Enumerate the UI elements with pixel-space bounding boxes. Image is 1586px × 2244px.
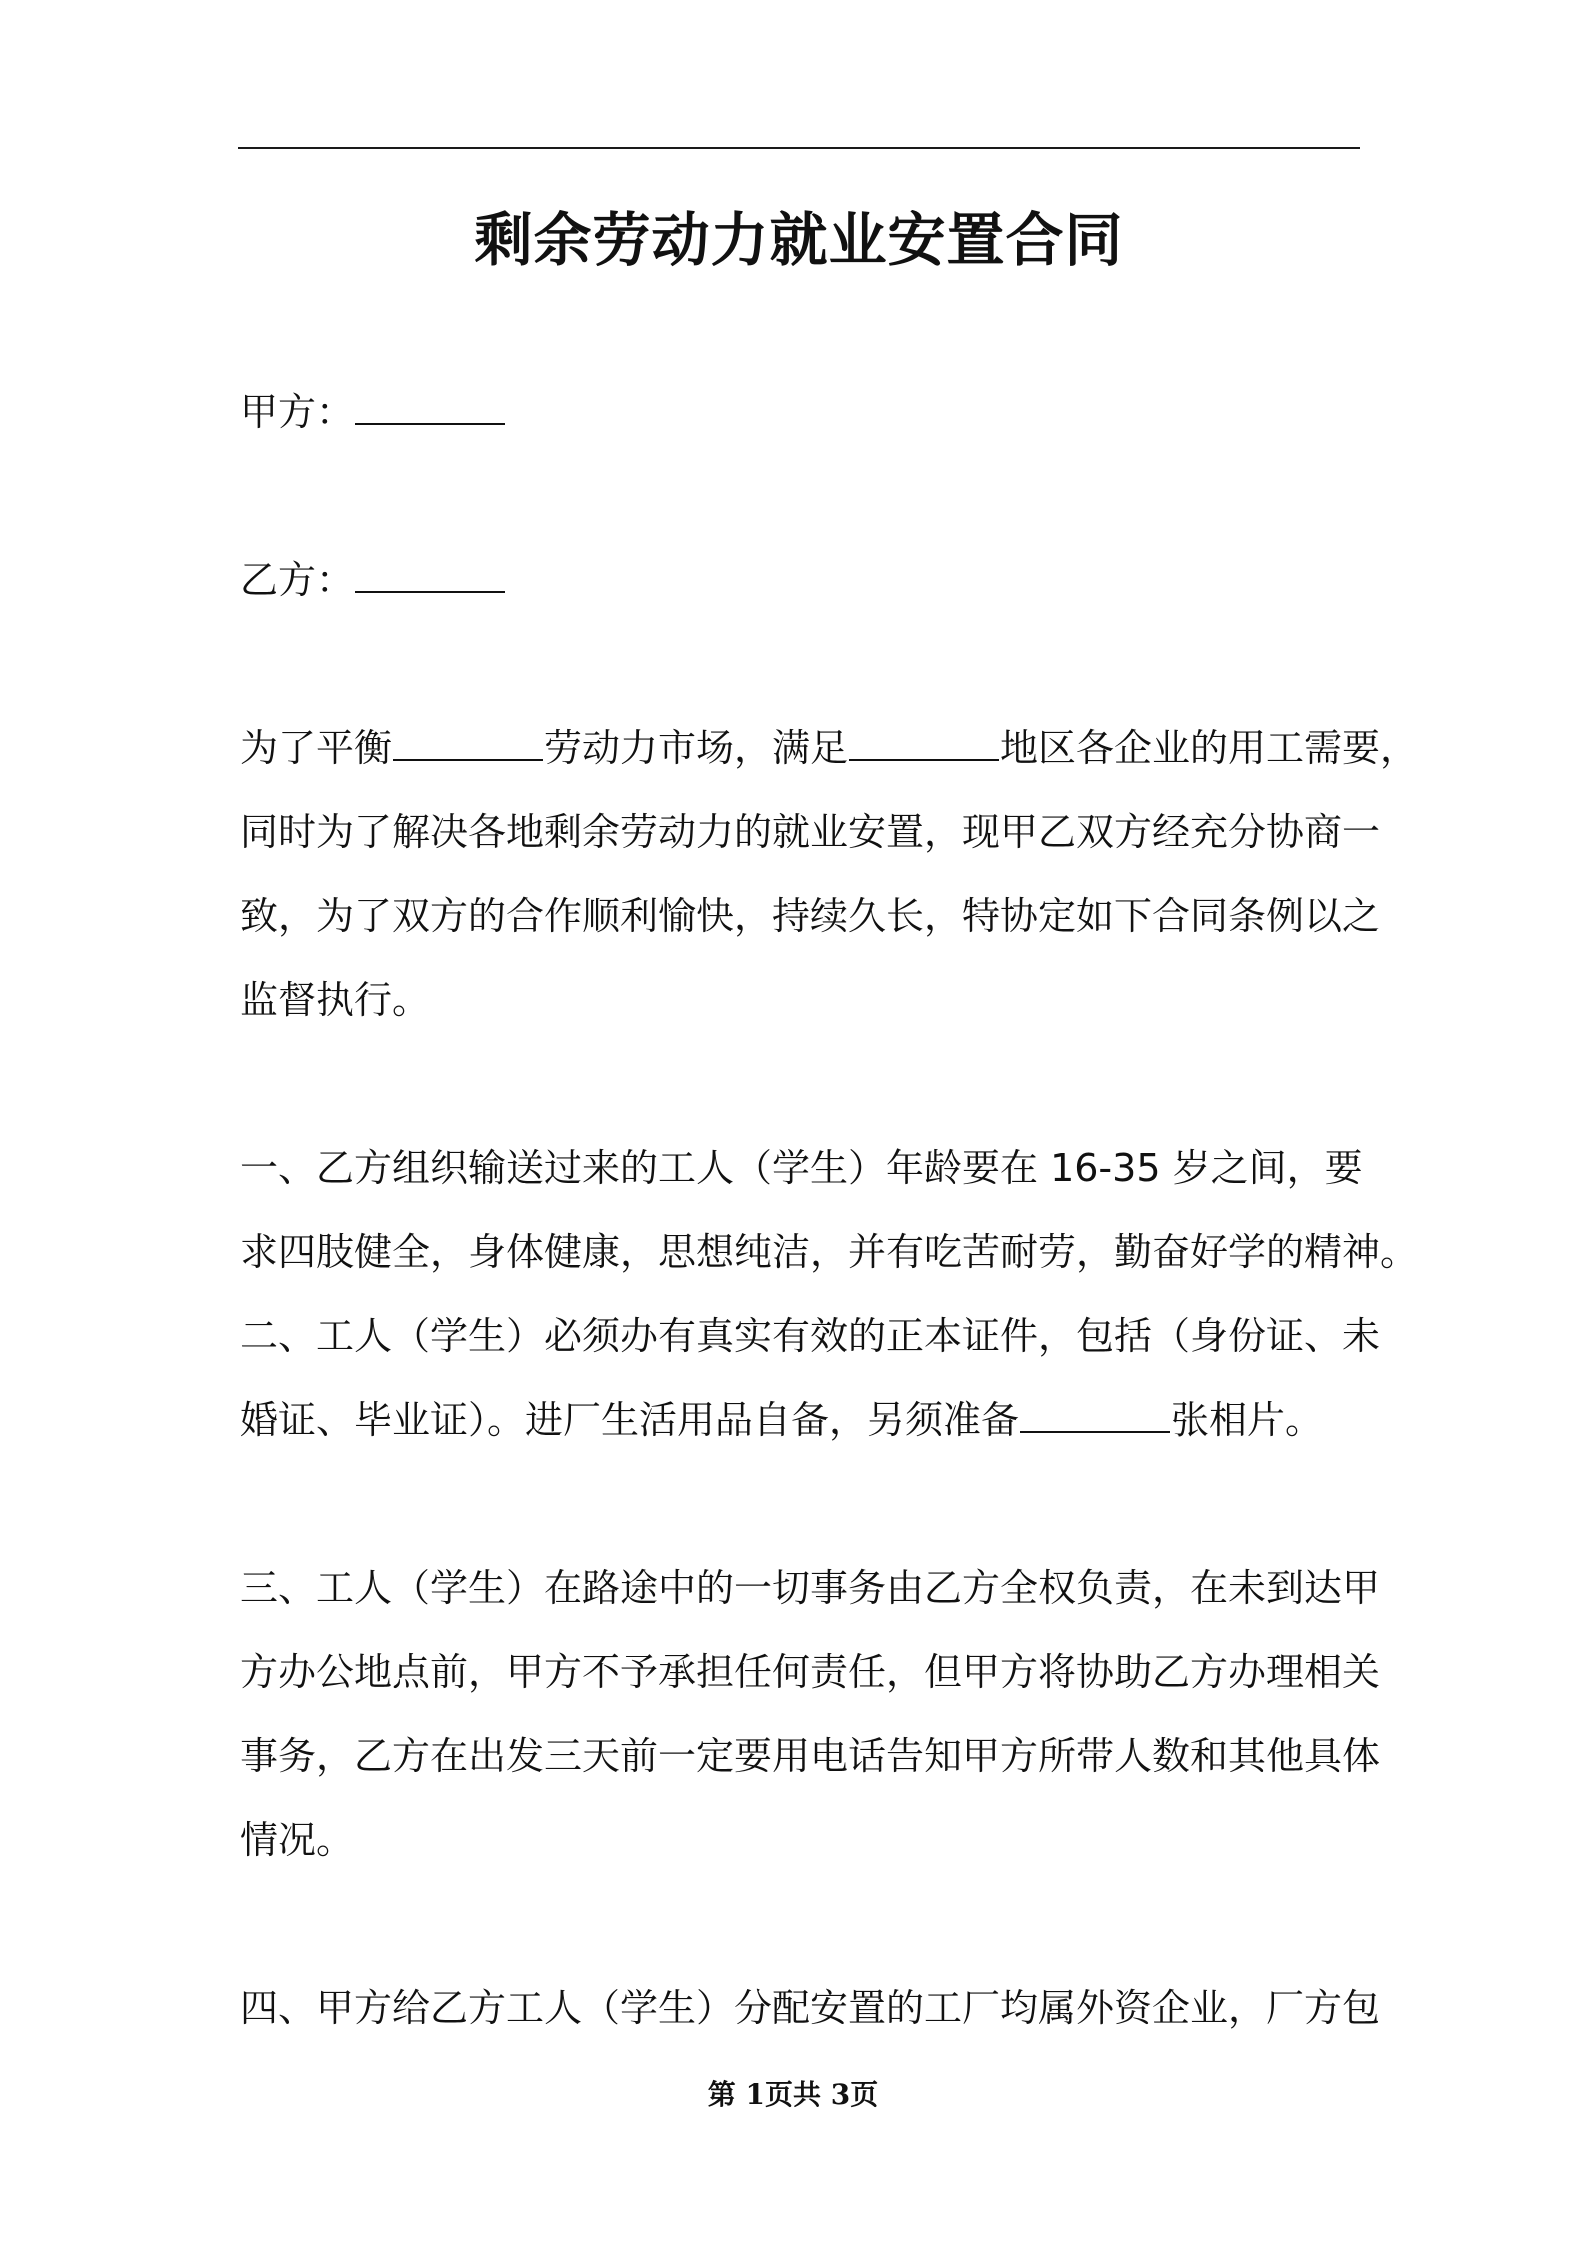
document-title: 剩余劳动力就业安置合同 <box>474 206 1124 274</box>
spacer <box>240 1042 1390 1126</box>
intro-line: 同时为了解决各地剩余劳动力的就业安置，现甲乙双方经充分协商一 <box>240 810 1381 854</box>
clause-2-line <box>240 1378 1390 1462</box>
party-b-label: 乙方： <box>240 558 355 602</box>
party-b-blank <box>355 551 505 593</box>
intro-text: 劳动力市场，满足 <box>544 726 849 770</box>
spacer <box>240 454 1390 538</box>
header-rule <box>238 147 1360 149</box>
region-blank <box>849 719 999 761</box>
clause-3-line: 情况。 <box>240 1818 355 1862</box>
page-indicator: 第 1页共 3页 <box>707 2078 879 2111</box>
intro-line <box>240 706 1419 790</box>
spacer <box>240 1462 1390 1546</box>
photo-count-blank <box>1020 1391 1170 1433</box>
intro-line: 监督执行。 <box>240 978 431 1022</box>
document-body <box>240 370 1419 2050</box>
intro-text: 地区各企业的用工需要， <box>1000 726 1419 770</box>
clause-1-line: 一、乙方组织输送过来的工人（学生）年龄要在 16-35 岁之间，要 <box>240 1146 1363 1190</box>
clause-3-line: 方办公地点前，甲方不予承担任何责任，但甲方将协助乙方办理相关 <box>240 1650 1381 1694</box>
clause-3-line: 事务，乙方在出发三天前一定要用电话告知甲方所带人数和其他具体 <box>240 1734 1381 1778</box>
clause-3-line: 三、工人（学生）在路途中的一切事务由乙方全权负责，在未到达甲 <box>240 1566 1381 1610</box>
market-blank <box>393 719 543 761</box>
intro-text: 为了平衡 <box>240 726 393 770</box>
party-a-label: 甲方： <box>240 390 355 434</box>
intro-line: 致，为了双方的合作顺利愉快，持续久长，特协定如下合同条例以之 <box>240 894 1381 938</box>
spacer <box>240 1882 1390 1966</box>
clause-1-line: 求四肢健全，身体健康，思想纯洁，并有吃苦耐劳，勤奋好学的精神。 <box>240 1230 1419 1274</box>
spacer <box>240 622 1390 706</box>
clause-2-line: 二、工人（学生）必须办有真实有效的正本证件，包括（身份证、未 <box>240 1314 1381 1358</box>
clause-4-line: 四、甲方给乙方工人（学生）分配安置的工厂均属外资企业，厂方包 <box>240 1986 1381 2030</box>
clause-2-text: 张相片。 <box>1171 1398 1324 1442</box>
party-a-line <box>240 370 1390 454</box>
party-a-blank <box>355 383 505 425</box>
clause-2-text: 婚证、毕业证）。进厂生活用品自备，另须准备 <box>240 1398 1020 1442</box>
party-b-line <box>240 538 1390 622</box>
